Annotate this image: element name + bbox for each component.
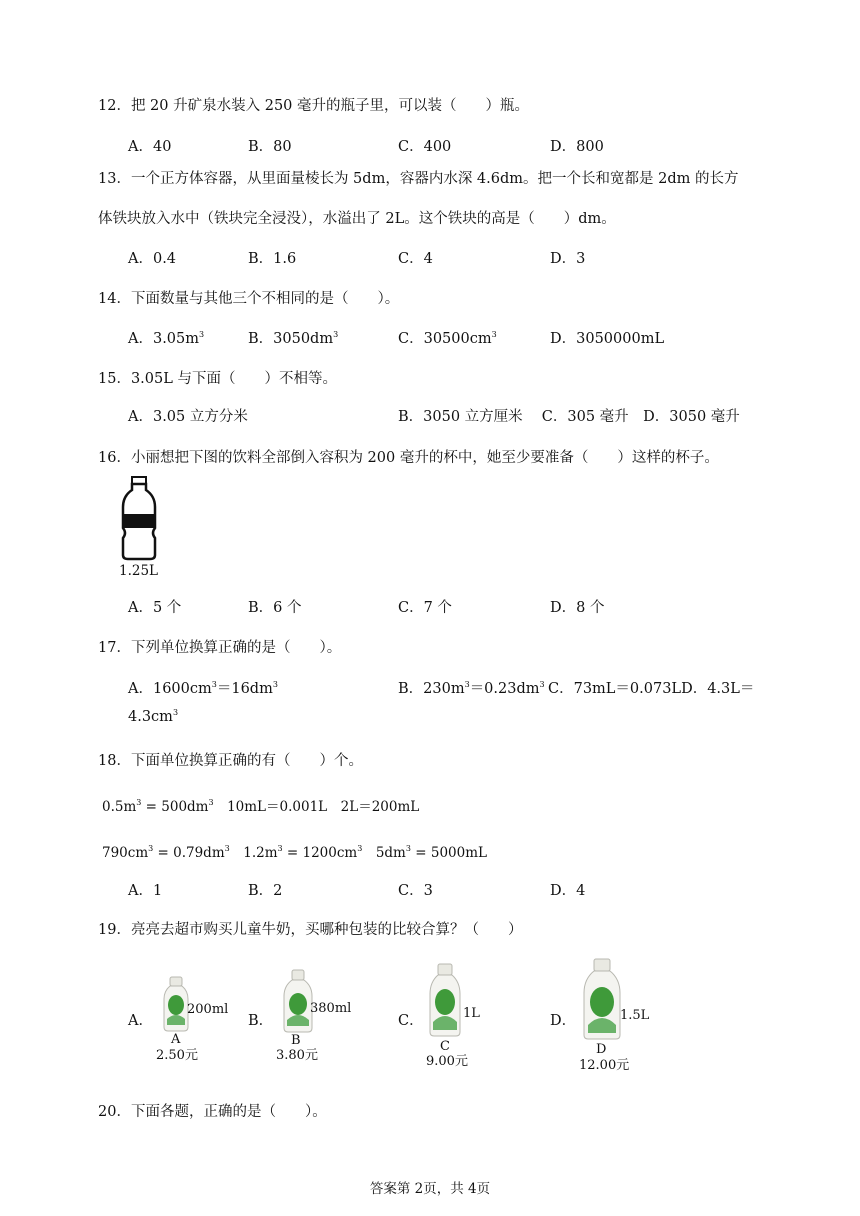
q19-choice-b-letter: B <box>291 1033 301 1048</box>
milk-bottle-icon <box>164 977 188 1031</box>
question-13-line2: 体铁块放入水中（铁块完全浸没），水溢出了 2L。这个铁块的高是（ ）dm。 <box>98 211 616 227</box>
q17-option-b: B．$230m^3=0.23dm^3$ <box>398 680 545 697</box>
q13-option-d: D．3 <box>550 251 586 267</box>
q18-option-b: B．2 <box>248 883 283 899</box>
milk-bottle-icon <box>584 959 620 1039</box>
q14-option-d: D．3050000mL <box>550 331 665 347</box>
q19-choice-d-price: 12.00元 <box>579 1058 630 1073</box>
q19-choice-a-letter: A <box>171 1032 181 1047</box>
q18-option-d: D．4 <box>550 883 586 899</box>
q17-option-d-continued: $4.3cm^3$ <box>128 708 179 725</box>
question-14-stem: 14．下面数量与其他三个不相同的是（ ）。 <box>98 291 400 307</box>
q19-choice-d-volume: 1.5L <box>620 1008 650 1023</box>
q12-option-b: B．80 <box>248 139 292 155</box>
milk-bottle-icon <box>284 970 312 1032</box>
q19-choice-a-price: 2.50元 <box>156 1048 198 1063</box>
q18-option-a: A．1 <box>128 883 163 899</box>
question-15-stem: 15．3.05L 与下面（ ）不相等。 <box>98 371 337 387</box>
question-16-stem: 16．小丽想把下图的饮料全部倒入容积为 200 毫升的杯中，她至少要准备（ ）这样的杯子。 <box>98 450 719 466</box>
q18-conversions-row-1: $0.5m^3 = 500dm^3$ 10mL＝0.001L 2L＝200mL <box>102 798 420 815</box>
q19-choice-b-label: B． <box>248 1013 274 1029</box>
q18-option-c: C．3 <box>398 883 433 899</box>
question-12-stem: 12．把 20 升矿泉水装入 250 毫升的瓶子里，可以装（ ）瓶。 <box>98 98 530 114</box>
q13-option-a: A．0.4 <box>128 251 177 267</box>
bottle-icon <box>118 476 160 562</box>
page-footer: 答案第 2页，共 4页 <box>369 1181 491 1197</box>
bottle-volume-label: 1.25L <box>119 563 159 579</box>
q19-choice-c-label: C． <box>398 1013 424 1029</box>
question-20-stem: 20．下面各题，正确的是（ ）。 <box>98 1104 327 1120</box>
q15-options-bcd: B．3050 立方厘米 C．305 毫升 D．3050 毫升 <box>398 409 740 425</box>
q13-option-c: C．4 <box>398 251 433 267</box>
q15-option-a: A．3.05 立方分米 <box>128 409 248 425</box>
q18-conversions-row-2: $790cm^3 = 0.79dm^3$ $1.2m^3 = 1200cm^3$ $5dm^3 = 5000mL$ <box>102 844 487 861</box>
q19-choice-c-price: 9.00元 <box>426 1054 468 1069</box>
q19-choice-a-volume: 200ml <box>187 1002 229 1017</box>
q19-choice-d-figure <box>576 957 666 1075</box>
q19-choice-c-letter: C <box>440 1039 450 1054</box>
q19-choice-c-figure <box>422 962 502 1070</box>
question-17-stem: 17．下列单位换算正确的是（ ）。 <box>98 640 342 656</box>
question-13-line1: 13．一个正方体容器，从里面量棱长为 5dm，容器内水深 4.6dm。把一个长和宽都是 2dm 的长方 <box>98 171 739 187</box>
q12-option-a: A．40 <box>128 139 172 155</box>
q17-options-cd: C．73mL＝0.073LD．4.3L＝ <box>548 681 755 697</box>
q17-option-a: A．$1600cm^3=16dm^3$ <box>128 680 278 697</box>
q14-option-c: C．$30500cm^3$ <box>398 330 497 347</box>
q12-option-d: D．800 <box>550 139 604 155</box>
q19-choice-d-letter: D <box>596 1042 607 1057</box>
q19-choice-a-figure <box>150 975 240 1067</box>
q19-choice-b-volume: 380ml <box>310 1001 352 1016</box>
q19-choice-c-volume: 1L <box>463 1006 480 1021</box>
q16-option-c: C．7 个 <box>398 600 452 616</box>
q19-choice-a-label: A． <box>128 1013 153 1029</box>
q14-option-b: B．$3050dm^3$ <box>248 330 339 347</box>
question-19-stem: 19．亮亮去超市购买儿童牛奶，买哪种包装的比较合算？（ ） <box>98 922 523 938</box>
milk-bottle-icon <box>430 964 460 1036</box>
q19-choice-d-label: D． <box>550 1013 577 1029</box>
q13-option-b: B．1.6 <box>248 251 297 267</box>
q16-option-a: A．5 个 <box>128 600 182 616</box>
q19-choice-b-figure <box>272 968 362 1066</box>
q12-option-c: C．400 <box>398 139 452 155</box>
question-18-stem: 18．下面单位换算正确的有（ ）个。 <box>98 753 363 769</box>
q16-option-b: B．6 个 <box>248 600 302 616</box>
q16-option-d: D．8 个 <box>550 600 605 616</box>
q14-option-a: A．$3.05m^3$ <box>128 330 205 347</box>
q19-choice-b-price: 3.80元 <box>276 1048 318 1063</box>
